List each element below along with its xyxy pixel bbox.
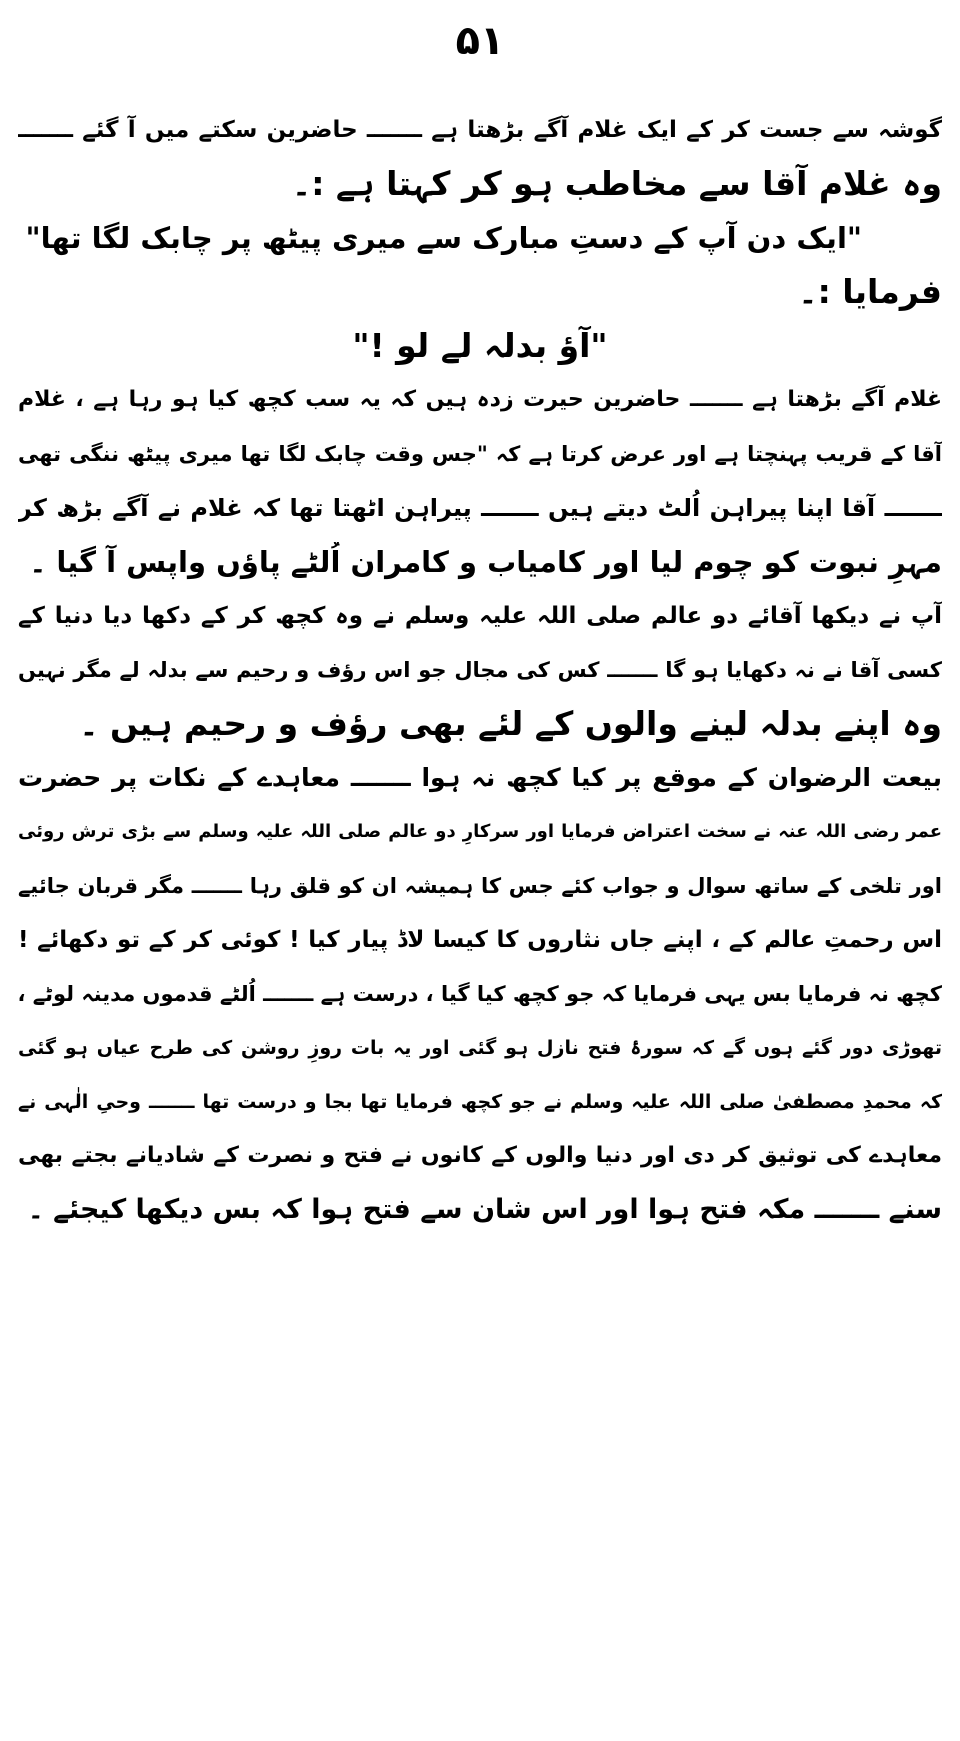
text-line: تھوڑی دور گئے ہوں گے کہ سورۂ فتح نازل ہو گئی اور یہ بات روزِ روشن کی طرح عیاں ہو گئی xyxy=(18,1037,942,1059)
quote-line: "آؤ بدلہ لے لو !" xyxy=(352,326,608,365)
text-line: آپ نے دیکھا آقائے دو عالم صلی اللہ علیہ وسلم نے وہ کچھ کر کے دکھا دیا دنیا کے xyxy=(18,603,942,629)
text-line: فرمایا :۔ xyxy=(798,272,942,311)
page-number: ۵۱ xyxy=(455,18,505,64)
text-line: وہ اپنے بدلہ لینے والوں کے لئے بھی رؤف و رحیم ہیں ۔ xyxy=(79,704,942,743)
text-line: عمر رضی اللہ عنہ نے سخت اعتراض فرمایا اور سرکارِ دو عالم صلی اللہ علیہ وسلم سے بڑی ترش روئی xyxy=(18,821,942,842)
text-line: ـــــــ آقا اپنا پیراہن اُلٹ دیتے ہیں ـــــــ پیراہن اٹھتا تھا کہ غلام نے آگے بڑھ کر xyxy=(18,494,942,522)
text-line: گوشہ سے جست کر کے ایک غلام آگے بڑھتا ہے ـــــــ حاضرین سکتے میں آ گئے ـــــــ xyxy=(18,117,942,143)
text-line: اور تلخی کے ساتھ سوال و جواب کئے جس کا ہمیشہ ان کو قلق رہا ـــــــ مگر قربان جائیے xyxy=(18,874,942,898)
text-line: کچھ نہ فرمایا بس یہی فرمایا کہ جو کچھ کیا گیا ، درست ہے ـــــــ اُلٹے قدموں مدینہ لوٹے ، xyxy=(18,982,942,1006)
text-line: بیعت الرضوان کے موقع پر کیا کچھ نہ ہوا ـــــــ معاہدے کے نکات پر حضرت xyxy=(18,763,942,792)
text-line: کہ محمدِ مصطفیٰ صلی اللہ علیہ وسلم نے جو کچھ فرمایا تھا بجا و درست تھا ـــــــ وحیِ الٰہی نے xyxy=(18,1091,942,1113)
text-line: اس رحمتِ عالم کے ، اپنے جاں نثاروں کا کیسا لاڈ پیار کیا ! کوئی کر کے تو دکھائے ! xyxy=(18,927,942,953)
text-line: آقا کے قریب پہنچتا ہے اور عرض کرتا ہے کہ "جس وقت چابک لگا تھا میری پیٹھ ننگی تھی xyxy=(18,442,942,466)
page-body xyxy=(18,110,942,1244)
text-line: غلام آگے بڑھتا ہے ـــــــ حاضرین حیرت زدہ ہیں کہ یہ سب کچھ کیا ہو رہا ہے ، غلام xyxy=(18,387,942,412)
quote-line: "ایک دن آپ کے دستِ مبارک سے میری پیٹھ پر چابک لگا تھا" xyxy=(25,221,862,255)
text-line: کسی آقا نے نہ دکھایا ہو گا ـــــــ کس کی مجال جو اس رؤف و رحیم سے بدلہ لے مگر نہیں xyxy=(18,658,942,682)
text-line: وہ غلام آقا سے مخاطب ہو کر کہتا ہے :۔ xyxy=(291,164,942,203)
text-line: سنے ـــــــ مکہ فتح ہوا اور اس شان سے فتح ہوا کہ بس دیکھا کیجئے ۔ xyxy=(27,1194,942,1225)
text-line: مہرِ نبوت کو چوم لیا اور کامیاب و کامران اُلٹے پاؤں واپس آ گیا ۔ xyxy=(29,545,942,579)
text-line: معاہدے کی توثیق کر دی اور دنیا والوں کے کانوں نے فتح و نصرت کے شادیانے بجتے بھی xyxy=(18,1143,942,1168)
